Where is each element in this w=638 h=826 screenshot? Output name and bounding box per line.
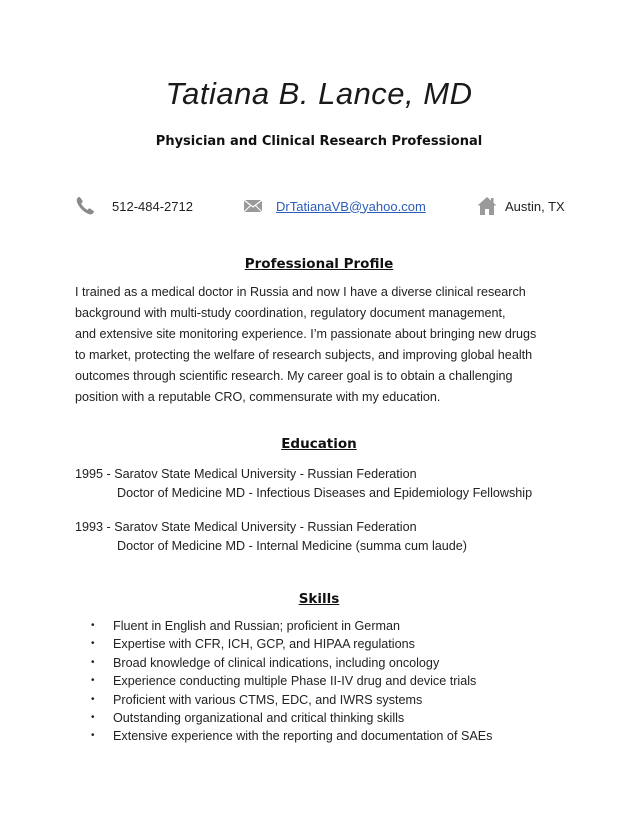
candidate-name: Tatiana B. Lance, MD: [165, 76, 473, 111]
education-school-line: 1993 - Saratov State Medical University - Russian Federation: [75, 520, 417, 534]
candidate-subtitle: Physician and Clinical Research Professional: [155, 134, 483, 149]
bullet-icon: •: [91, 638, 95, 650]
profile-text: [75, 282, 565, 408]
skill-item: [0, 709, 492, 727]
house-icon: [476, 195, 498, 217]
skill-text: Experience conducting multiple Phase II-IV drug and device trials: [113, 674, 477, 689]
contact-phone: [74, 191, 193, 221]
education-heading: Education: [281, 436, 357, 452]
education-entry: [75, 465, 575, 503]
contact-location: [476, 191, 565, 221]
bullet-icon: •: [91, 620, 95, 631]
skill-item: [0, 617, 492, 635]
skill-text: Proficient with various CTMS, EDC, and IWRS systems: [113, 692, 423, 707]
skills-heading: Skills: [298, 591, 340, 607]
skill-text: Fluent in English and Russian; proficient in German: [113, 619, 401, 633]
profile-line: position with a reputable CRO, commensurate with my education.: [75, 390, 441, 404]
education-degree-line: Doctor of Medicine MD - Infectious Diseases and Epidemiology Fellowship: [117, 486, 533, 500]
envelope-icon: [242, 195, 264, 217]
skill-item: [0, 635, 492, 653]
bullet-icon: •: [91, 711, 95, 723]
skill-item: [0, 691, 492, 709]
education-school-line: 1995 - Saratov State Medical University - Russian Federation: [75, 467, 417, 481]
profile-line: background with multi-study coordination, regulatory document management,: [75, 306, 506, 320]
bullet-icon: •: [91, 675, 95, 687]
skills-list: [0, 617, 492, 746]
education-entry: [75, 518, 575, 556]
skill-text: Outstanding organizational and critical thinking skills: [113, 710, 405, 725]
skill-item: [0, 672, 492, 690]
skill-item: [0, 727, 492, 745]
phone-icon: [74, 195, 96, 217]
contact-email: [242, 191, 426, 221]
profile-line: to market, protecting the welfare of research subjects, and improving global health: [75, 348, 533, 362]
location-text: Austin, TX: [505, 198, 565, 214]
contact-bar: [0, 191, 638, 221]
skill-text: Broad knowledge of clinical indications, including oncology: [113, 655, 440, 670]
email-link[interactable]: DrTatianaVB@yahoo.com: [276, 198, 426, 214]
profile-line: and extensive site monitoring experience. I’m passionate about bringing new drugs: [75, 327, 537, 341]
skill-item: [0, 654, 492, 672]
skill-text: Extensive experience with the reporting and documentation of SAEs: [113, 729, 493, 744]
education-degree-line: Doctor of Medicine MD - Internal Medicine (summa cum laude): [117, 539, 467, 553]
phone-number: 512-484-2712: [112, 198, 193, 214]
profile-heading: Professional Profile: [244, 256, 394, 272]
profile-line: I trained as a medical doctor in Russia and now I have a diverse clinical research: [75, 285, 526, 299]
profile-line: outcomes through scientific research. My career goal is to obtain a challenging: [75, 369, 513, 383]
bullet-icon: •: [91, 730, 95, 742]
skill-text: Expertise with CFR, ICH, GCP, and HIPAA regulations: [113, 637, 415, 652]
bullet-icon: •: [91, 656, 95, 668]
bullet-icon: •: [91, 693, 95, 705]
